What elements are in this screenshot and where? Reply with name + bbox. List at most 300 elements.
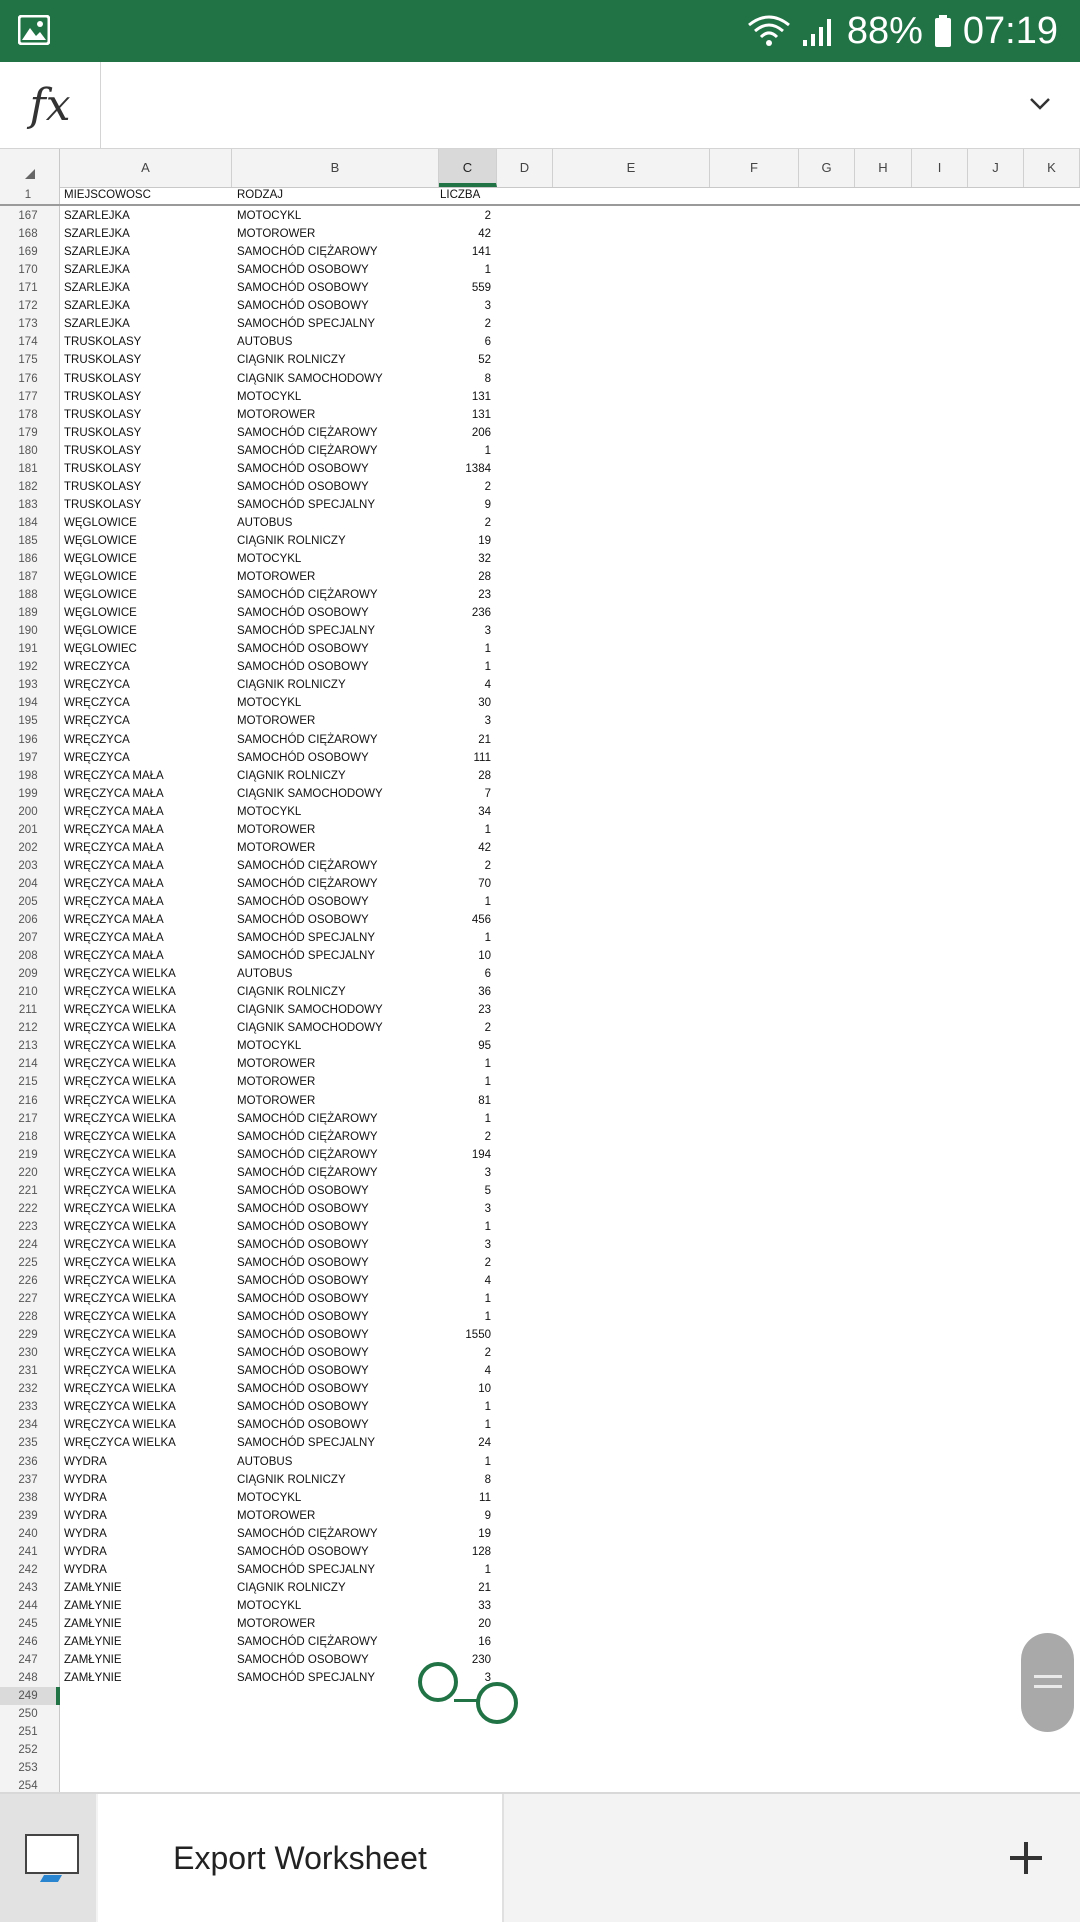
cell-a[interactable]: WRĘCZYCA WIELKA bbox=[64, 1022, 176, 1035]
cell-c[interactable]: 1 bbox=[484, 661, 491, 674]
row-number[interactable]: 182 bbox=[18, 480, 38, 493]
cell-a[interactable]: WRĘCZYCA WIELKA bbox=[64, 1040, 176, 1053]
row-number[interactable]: 251 bbox=[18, 1726, 38, 1739]
cell-a[interactable]: WRĘCZYCA WIELKA bbox=[64, 1004, 176, 1017]
cell-b[interactable]: SAMOCHÓD OSOBOWY bbox=[237, 1654, 369, 1666]
cell-a[interactable]: ZAMŁYNIE bbox=[64, 1672, 122, 1684]
cell-a[interactable]: WRĘCZYCA bbox=[64, 679, 130, 692]
cell-b[interactable]: SAMOCHÓD OSOBOWY bbox=[237, 643, 369, 656]
row-number[interactable]: 218 bbox=[18, 1130, 38, 1143]
cell-a[interactable]: WYDRA bbox=[64, 1455, 107, 1468]
selection-handle-start[interactable] bbox=[418, 1662, 458, 1702]
row-number[interactable]: 215 bbox=[18, 1076, 38, 1089]
cell-a[interactable]: WRĘCZYCA MAŁA bbox=[64, 914, 164, 926]
column-header-g[interactable]: G bbox=[799, 149, 855, 187]
cell-a[interactable]: SZARLEJKA bbox=[64, 228, 130, 241]
row-number[interactable]: 188 bbox=[18, 589, 38, 601]
cell-b[interactable]: SAMOCHÓD SPECJALNY bbox=[237, 932, 376, 944]
cell-b[interactable]: MOTOROWER bbox=[237, 571, 316, 583]
cell-c[interactable]: 456 bbox=[471, 914, 491, 926]
cell-a[interactable]: WRĘCZYCA MAŁA bbox=[64, 877, 164, 890]
formula-input[interactable] bbox=[110, 62, 990, 148]
row-number[interactable]: 223 bbox=[18, 1220, 38, 1233]
row-number[interactable]: 204 bbox=[18, 877, 38, 890]
column-header-b[interactable]: B bbox=[232, 149, 439, 187]
cell-b[interactable]: SAMOCHÓD OSOBOWY bbox=[237, 1347, 369, 1360]
column-header-h[interactable]: H bbox=[855, 149, 912, 187]
cell-c[interactable]: 19 bbox=[478, 1527, 491, 1540]
sheets-view-button[interactable] bbox=[0, 1794, 96, 1922]
cell-b[interactable]: SAMOCHÓD OSOBOWY bbox=[237, 462, 369, 475]
cell-b[interactable]: MOTOROWER bbox=[237, 1509, 316, 1522]
cell-c[interactable]: 230 bbox=[471, 1654, 491, 1666]
row-number[interactable]: 250 bbox=[18, 1708, 38, 1721]
cell-a[interactable]: WĘGLOWICE bbox=[64, 571, 137, 583]
row-number[interactable]: 208 bbox=[18, 950, 38, 963]
cell-a[interactable]: TRUSKOLASY bbox=[64, 408, 142, 421]
cell-c[interactable]: 11 bbox=[479, 1491, 491, 1504]
column-header-d[interactable]: D bbox=[497, 149, 553, 187]
cell-b[interactable]: SAMOCHÓD OSOBOWY bbox=[237, 751, 369, 764]
cell-a[interactable]: WRĘCZYCA WIELKA bbox=[64, 1220, 176, 1233]
row-number[interactable]: 205 bbox=[18, 895, 38, 908]
cell-b[interactable]: AUTOBUS bbox=[237, 968, 293, 981]
column-header-j[interactable]: J bbox=[968, 149, 1024, 187]
cell-c[interactable]: 2 bbox=[484, 318, 491, 331]
row-number[interactable]: 177 bbox=[18, 390, 38, 403]
cell-a[interactable]: WRĘCZYCA WIELKA bbox=[64, 1112, 176, 1125]
cell-a[interactable]: WRĘCZYCA MAŁA bbox=[64, 841, 164, 854]
cell-c[interactable]: 3 bbox=[484, 625, 491, 638]
cell-c[interactable]: 9 bbox=[484, 498, 491, 511]
cell-b[interactable]: SAMOCHÓD OSOBOWY bbox=[237, 1329, 369, 1342]
cell-c[interactable]: 6 bbox=[484, 336, 491, 349]
row-number[interactable]: 220 bbox=[18, 1166, 38, 1179]
row-number[interactable]: 194 bbox=[18, 697, 38, 710]
cell-b[interactable]: SAMOCHÓD OSOBOWY bbox=[237, 1202, 369, 1215]
row-number[interactable]: 173 bbox=[18, 318, 38, 331]
cell-b[interactable]: SAMOCHÓD CIĘŻAROWY bbox=[237, 1636, 378, 1648]
cell-b[interactable]: MOTOROWER bbox=[237, 823, 316, 836]
cell-b[interactable]: CIĄGNIK SAMOCHODOWY bbox=[237, 1004, 383, 1017]
cell-a[interactable]: WRĘCZYCA WIELKA bbox=[64, 1184, 176, 1197]
cell-a[interactable]: WRĘCZYCA bbox=[64, 697, 130, 710]
row-number[interactable]: 211 bbox=[18, 1004, 38, 1017]
cell-b[interactable]: SAMOCHÓD OSOBOWY bbox=[237, 895, 369, 908]
cell-c[interactable]: 141 bbox=[471, 246, 491, 259]
cell-c[interactable]: 1 bbox=[484, 264, 491, 277]
cell-b[interactable]: CIĄGNIK SAMOCHODOWY bbox=[237, 787, 383, 800]
cell-b[interactable]: MOTOROWER bbox=[237, 715, 316, 728]
cell-a[interactable]: WYDRA bbox=[64, 1491, 107, 1504]
cell-b[interactable]: MOTOCYKL bbox=[237, 210, 302, 222]
row-number[interactable]: 175 bbox=[18, 354, 38, 367]
column-header-a[interactable]: A bbox=[60, 149, 232, 187]
row-number[interactable]: 232 bbox=[18, 1383, 38, 1396]
cell-b[interactable]: SAMOCHÓD CIĘŻAROWY bbox=[237, 859, 378, 872]
cell-c[interactable]: 95 bbox=[478, 1040, 491, 1053]
cell-b[interactable]: CIĄGNIK ROLNICZY bbox=[237, 354, 346, 367]
cell-b[interactable]: SAMOCHÓD SPECJALNY bbox=[237, 1563, 376, 1576]
cell-b[interactable]: SAMOCHÓD OSOBOWY bbox=[237, 282, 369, 295]
cell-b[interactable]: SAMOCHÓD OSOBOWY bbox=[237, 1293, 369, 1305]
cell-c[interactable]: 1 bbox=[484, 1112, 491, 1125]
cell-b[interactable]: SAMOCHÓD OSOBOWY bbox=[237, 1383, 369, 1396]
cell-c[interactable]: 1 bbox=[484, 1076, 491, 1089]
cell-b[interactable]: SAMOCHÓD CIĘŻAROWY bbox=[237, 733, 378, 746]
row-number[interactable]: 214 bbox=[18, 1058, 38, 1071]
header-cell-b[interactable]: RODZAJ bbox=[237, 189, 283, 201]
cell-a[interactable]: SZARLEJKA bbox=[64, 300, 130, 313]
cell-c[interactable]: 36 bbox=[478, 986, 491, 999]
cell-c[interactable]: 2 bbox=[484, 480, 491, 493]
cell-b[interactable]: CIĄGNIK ROLNICZY bbox=[237, 534, 346, 547]
cell-a[interactable]: WRĘCZYCA WIELKA bbox=[64, 1401, 176, 1414]
row-number[interactable]: 249 bbox=[0, 1687, 56, 1705]
cell-c[interactable]: 42 bbox=[478, 841, 491, 854]
column-header-e[interactable]: E bbox=[553, 149, 710, 187]
cell-c[interactable]: 8 bbox=[484, 1473, 491, 1486]
cell-b[interactable]: MOTOCYKL bbox=[237, 553, 302, 565]
cell-c[interactable]: 8 bbox=[484, 372, 491, 385]
cell-b[interactable]: SAMOCHÓD SPECJALNY bbox=[237, 498, 376, 511]
cell-a[interactable]: WRĘCZYCA WIELKA bbox=[64, 1076, 176, 1089]
tab-export-worksheet[interactable]: Export Worksheet bbox=[98, 1794, 504, 1922]
row-number[interactable]: 209 bbox=[18, 968, 38, 981]
row-number[interactable]: 236 bbox=[18, 1455, 38, 1468]
cell-b[interactable]: MOTOCYKL bbox=[237, 390, 302, 403]
row-number[interactable]: 207 bbox=[18, 932, 38, 944]
scroll-thumb[interactable] bbox=[1021, 1633, 1074, 1732]
cell-a[interactable]: WĘGLOWICE bbox=[64, 589, 137, 601]
cell-c[interactable]: 3 bbox=[484, 300, 491, 313]
cell-a[interactable]: TRUSKOLASY bbox=[64, 354, 142, 367]
cell-a[interactable]: WRĘCZYCA WIELKA bbox=[64, 1130, 176, 1143]
cell-a[interactable]: ZAMŁYNIE bbox=[64, 1599, 122, 1612]
header-cell-a[interactable]: MIEJSCOWOSC bbox=[64, 189, 151, 201]
cell-c[interactable]: 3 bbox=[484, 1166, 491, 1179]
selection-handle-end[interactable] bbox=[476, 1682, 518, 1724]
cell-c[interactable]: 21 bbox=[478, 733, 491, 746]
cell-b[interactable]: SAMOCHÓD CIĘŻAROWY bbox=[237, 1112, 378, 1125]
cell-b[interactable]: SAMOCHÓD OSOBOWY bbox=[237, 607, 369, 620]
row-number[interactable]: 168 bbox=[18, 228, 38, 241]
cell-c[interactable]: 23 bbox=[478, 1004, 491, 1017]
cell-a[interactable]: WRĘCZYCA MAŁA bbox=[64, 769, 164, 782]
cell-a[interactable]: WRECZYCA bbox=[64, 661, 130, 674]
cell-c[interactable]: 33 bbox=[478, 1599, 491, 1612]
cell-a[interactable]: WRĘCZYCA bbox=[64, 733, 130, 746]
cell-b[interactable]: SAMOCHÓD OSOBOWY bbox=[237, 264, 369, 277]
header-cell-c[interactable]: LICZBA bbox=[440, 189, 481, 201]
cell-b[interactable]: CIĄGNIK ROLNICZY bbox=[237, 1473, 346, 1486]
column-header-k[interactable]: K bbox=[1024, 149, 1080, 187]
cell-a[interactable]: WYDRA bbox=[64, 1509, 107, 1522]
row-number[interactable]: 199 bbox=[18, 787, 38, 800]
row-number[interactable]: 229 bbox=[18, 1329, 38, 1342]
cell-a[interactable]: TRUSKOLASY bbox=[64, 498, 142, 511]
cell-b[interactable]: CIĄGNIK ROLNICZY bbox=[237, 679, 346, 692]
column-header-i[interactable]: I bbox=[912, 149, 968, 187]
cell-c[interactable]: 206 bbox=[471, 426, 491, 439]
row-number[interactable]: 198 bbox=[18, 769, 38, 782]
cell-b[interactable]: SAMOCHÓD OSOBOWY bbox=[237, 1545, 369, 1558]
cell-a[interactable]: WRĘCZYCA WIELKA bbox=[64, 1256, 176, 1269]
cell-a[interactable]: WRĘCZYCA MAŁA bbox=[64, 950, 164, 963]
cell-c[interactable]: 34 bbox=[478, 805, 491, 818]
cell-a[interactable]: WĘGLOWICE bbox=[64, 553, 137, 565]
cell-b[interactable]: SAMOCHÓD CIĘŻAROWY bbox=[237, 246, 378, 259]
cell-a[interactable]: TRUSKOLASY bbox=[64, 480, 142, 493]
cell-c[interactable]: 28 bbox=[478, 571, 491, 583]
cell-c[interactable]: 1 bbox=[484, 444, 491, 457]
cell-c[interactable]: 1 bbox=[484, 1058, 491, 1071]
cell-a[interactable]: SZARLEJKA bbox=[64, 282, 130, 295]
row-number[interactable]: 217 bbox=[18, 1112, 38, 1125]
cell-c[interactable]: 21 bbox=[478, 1581, 491, 1594]
row-number[interactable]: 238 bbox=[18, 1491, 38, 1504]
cell-c[interactable]: 111 bbox=[473, 751, 491, 764]
cell-c[interactable]: 1 bbox=[484, 643, 491, 656]
row-number[interactable]: 252 bbox=[18, 1744, 38, 1757]
row-number[interactable]: 222 bbox=[18, 1202, 38, 1215]
row-number[interactable]: 187 bbox=[18, 571, 38, 583]
cell-c[interactable]: 3 bbox=[484, 715, 491, 728]
row-number[interactable]: 254 bbox=[18, 1780, 38, 1793]
row-number[interactable]: 253 bbox=[18, 1762, 38, 1775]
cell-a[interactable]: WRĘCZYCA MAŁA bbox=[64, 932, 164, 944]
cell-a[interactable]: SZARLEJKA bbox=[64, 246, 130, 259]
cell-a[interactable]: WĘGLOWICE bbox=[64, 516, 137, 529]
row-number[interactable]: 185 bbox=[18, 534, 38, 547]
row-number[interactable]: 212 bbox=[18, 1022, 38, 1035]
column-header-c[interactable]: C bbox=[439, 149, 497, 187]
cell-c[interactable]: 1 bbox=[484, 1563, 491, 1576]
cell-a[interactable]: TRUSKOLASY bbox=[64, 390, 142, 403]
cell-c[interactable]: 2 bbox=[484, 1256, 491, 1269]
cell-c[interactable]: 16 bbox=[478, 1636, 491, 1648]
row-number[interactable]: 219 bbox=[18, 1148, 38, 1161]
cell-a[interactable]: WRĘCZYCA WIELKA bbox=[64, 1058, 176, 1071]
cell-b[interactable]: SAMOCHÓD OSOBOWY bbox=[237, 1238, 369, 1251]
cell-a[interactable]: WRĘCZYCA bbox=[64, 751, 130, 764]
cell-a[interactable]: WRĘCZYCA WIELKA bbox=[64, 1275, 176, 1287]
cell-a[interactable]: WRĘCZYCA MAŁA bbox=[64, 859, 164, 872]
row-number[interactable]: 193 bbox=[18, 679, 38, 692]
cell-c[interactable]: 32 bbox=[478, 553, 491, 565]
row-number[interactable]: 221 bbox=[18, 1184, 38, 1197]
cell-c[interactable]: 2 bbox=[484, 859, 491, 872]
row-number[interactable]: 239 bbox=[18, 1509, 38, 1522]
cell-c[interactable]: 1 bbox=[484, 895, 491, 908]
cell-b[interactable]: SAMOCHÓD OSOBOWY bbox=[237, 300, 369, 313]
cell-c[interactable]: 2 bbox=[484, 210, 491, 222]
cell-a[interactable]: WRĘCZYCA WIELKA bbox=[64, 986, 176, 999]
cell-a[interactable]: WRĘCZYCA WIELKA bbox=[64, 1293, 176, 1305]
cell-c[interactable]: 10 bbox=[478, 950, 491, 963]
cell-b[interactable]: MOTOROWER bbox=[237, 1094, 316, 1107]
cell-c[interactable]: 23 bbox=[478, 589, 491, 601]
row-number[interactable]: 206 bbox=[18, 914, 38, 926]
cell-a[interactable]: TRUSKOLASY bbox=[64, 336, 142, 349]
row-number[interactable]: 246 bbox=[18, 1636, 38, 1648]
cell-b[interactable]: SAMOCHÓD CIĘŻAROWY bbox=[237, 1130, 378, 1143]
cell-c[interactable]: 4 bbox=[484, 679, 491, 692]
cell-a[interactable]: SZARLEJKA bbox=[64, 318, 130, 331]
row-number[interactable]: 247 bbox=[18, 1654, 38, 1666]
cell-b[interactable]: SAMOCHÓD CIĘŻAROWY bbox=[237, 589, 378, 601]
cell-c[interactable]: 9 bbox=[484, 1509, 491, 1522]
cell-c[interactable]: 131 bbox=[471, 408, 491, 421]
row-number[interactable]: 186 bbox=[18, 553, 38, 565]
cell-a[interactable]: TRUSKOLASY bbox=[64, 426, 142, 439]
cell-a[interactable]: WYDRA bbox=[64, 1563, 107, 1576]
cell-a[interactable]: WRĘCZYCA WIELKA bbox=[64, 1148, 176, 1161]
cell-b[interactable]: MOTOROWER bbox=[237, 1076, 316, 1089]
cell-a[interactable]: WRĘCZYCA WIELKA bbox=[64, 1383, 176, 1396]
fx-icon[interactable]: fx bbox=[0, 62, 101, 148]
cell-c[interactable]: 194 bbox=[471, 1148, 491, 1161]
row-number[interactable]: 192 bbox=[18, 661, 38, 674]
cell-b[interactable]: MOTOCYKL bbox=[237, 805, 302, 818]
cell-c[interactable]: 2 bbox=[484, 516, 491, 529]
cell-c[interactable]: 3 bbox=[484, 1202, 491, 1215]
row-number[interactable]: 169 bbox=[18, 246, 38, 259]
cell-b[interactable]: CIĄGNIK SAMOCHODOWY bbox=[237, 1022, 383, 1035]
cell-a[interactable]: WRĘCZYCA WIELKA bbox=[64, 968, 176, 981]
cell-b[interactable]: AUTOBUS bbox=[237, 516, 293, 529]
cell-a[interactable]: WYDRA bbox=[64, 1473, 107, 1486]
cell-b[interactable]: AUTOBUS bbox=[237, 336, 293, 349]
cell-b[interactable]: SAMOCHÓD SPECJALNY bbox=[237, 1437, 376, 1450]
row-number[interactable]: 174 bbox=[18, 336, 38, 349]
row-number[interactable]: 237 bbox=[18, 1473, 38, 1486]
row-number[interactable]: 210 bbox=[18, 986, 38, 999]
row-number[interactable]: 242 bbox=[18, 1563, 38, 1576]
cell-c[interactable]: 1 bbox=[484, 1293, 491, 1305]
cell-a[interactable]: WRĘCZYCA WIELKA bbox=[64, 1365, 176, 1378]
cell-b[interactable]: SAMOCHÓD OSOBOWY bbox=[237, 1365, 369, 1378]
cell-b[interactable]: SAMOCHÓD CIĘŻAROWY bbox=[237, 1148, 378, 1161]
cell-a[interactable]: WĘGLOWICE bbox=[64, 625, 137, 638]
cell-b[interactable]: SAMOCHÓD OSOBOWY bbox=[237, 661, 369, 674]
row-number[interactable]: 241 bbox=[18, 1545, 38, 1558]
row-number[interactable]: 181 bbox=[18, 462, 38, 475]
row-number[interactable]: 202 bbox=[18, 841, 38, 854]
cell-b[interactable]: SAMOCHÓD OSOBOWY bbox=[237, 1311, 369, 1323]
cell-c[interactable]: 4 bbox=[484, 1365, 491, 1378]
cell-b[interactable]: MOTOROWER bbox=[237, 1058, 316, 1071]
cell-c[interactable]: 6 bbox=[484, 968, 491, 981]
cell-c[interactable]: 1 bbox=[484, 1311, 491, 1323]
row-number[interactable]: 231 bbox=[18, 1365, 38, 1378]
cell-c[interactable]: 1 bbox=[484, 1401, 491, 1414]
cell-c[interactable]: 5 bbox=[484, 1184, 491, 1197]
row-number[interactable]: 243 bbox=[18, 1581, 38, 1594]
cell-c[interactable]: 3 bbox=[484, 1672, 491, 1684]
cell-c[interactable]: 70 bbox=[478, 877, 491, 890]
cell-a[interactable]: ZAMŁYNIE bbox=[64, 1617, 122, 1630]
chevron-down-icon[interactable] bbox=[1028, 92, 1052, 116]
row-number[interactable]: 216 bbox=[18, 1094, 38, 1107]
row-number[interactable]: 184 bbox=[18, 516, 38, 529]
row-number[interactable]: 179 bbox=[18, 426, 38, 439]
row-number[interactable]: 183 bbox=[18, 498, 38, 511]
cell-c[interactable]: 2 bbox=[484, 1130, 491, 1143]
cell-b[interactable]: CIĄGNIK ROLNICZY bbox=[237, 769, 346, 782]
cell-b[interactable]: MOTOCYKL bbox=[237, 697, 302, 710]
cell-a[interactable]: WRĘCZYCA WIELKA bbox=[64, 1329, 176, 1342]
cell-a[interactable]: TRUSKOLASY bbox=[64, 462, 142, 475]
cell-a[interactable]: ZAMŁYNIE bbox=[64, 1581, 122, 1594]
cell-b[interactable]: MOTOROWER bbox=[237, 408, 316, 421]
row-number[interactable]: 233 bbox=[18, 1401, 38, 1414]
cell-b[interactable]: MOTOROWER bbox=[237, 1617, 316, 1630]
cell-c[interactable]: 4 bbox=[484, 1275, 491, 1287]
cell-c[interactable]: 52 bbox=[478, 354, 491, 367]
row-number[interactable]: 201 bbox=[18, 823, 38, 836]
cell-c[interactable]: 128 bbox=[471, 1545, 491, 1558]
row-number[interactable]: 203 bbox=[18, 859, 38, 872]
cell-a[interactable]: WRĘCZYCA WIELKA bbox=[64, 1419, 176, 1432]
cell-b[interactable]: MOTOROWER bbox=[237, 228, 316, 241]
row-number[interactable]: 245 bbox=[18, 1617, 38, 1630]
cell-c[interactable]: 1550 bbox=[465, 1329, 491, 1342]
row-number[interactable]: 240 bbox=[18, 1527, 38, 1540]
cell-a[interactable]: SZARLEJKA bbox=[64, 264, 130, 277]
cell-a[interactable]: WRĘCZYCA WIELKA bbox=[64, 1202, 176, 1215]
cell-a[interactable]: WRĘCZYCA MAŁA bbox=[64, 895, 164, 908]
cell-b[interactable]: SAMOCHÓD OSOBOWY bbox=[237, 1275, 369, 1287]
cell-a[interactable]: WRĘCZYCA WIELKA bbox=[64, 1347, 176, 1360]
cell-c[interactable]: 81 bbox=[478, 1094, 491, 1107]
add-sheet-icon[interactable] bbox=[1002, 1834, 1050, 1882]
row-number[interactable]: 196 bbox=[18, 733, 38, 746]
cell-b[interactable]: SAMOCHÓD OSOBOWY bbox=[237, 914, 369, 926]
cell-b[interactable]: SAMOCHÓD CIĘŻAROWY bbox=[237, 444, 378, 457]
cell-c[interactable]: 559 bbox=[471, 282, 491, 295]
cell-a[interactable]: TRUSKOLASY bbox=[64, 372, 142, 385]
cell-c[interactable]: 1 bbox=[484, 1220, 491, 1233]
cell-b[interactable]: MOTOCYKL bbox=[237, 1599, 302, 1612]
cell-b[interactable]: SAMOCHÓD SPECJALNY bbox=[237, 625, 376, 638]
cell-b[interactable]: CIĄGNIK ROLNICZY bbox=[237, 986, 346, 999]
cell-a[interactable]: WRĘCZYCA bbox=[64, 715, 130, 728]
cell-a[interactable]: SZARLEJKA bbox=[64, 210, 130, 222]
row-number[interactable]: 248 bbox=[18, 1672, 38, 1684]
cell-b[interactable]: SAMOCHÓD OSOBOWY bbox=[237, 1256, 369, 1269]
row-number[interactable]: 227 bbox=[18, 1293, 38, 1305]
cell-c[interactable]: 1 bbox=[484, 1455, 491, 1468]
cell-b[interactable]: SAMOCHÓD OSOBOWY bbox=[237, 1401, 369, 1414]
cell-c[interactable]: 30 bbox=[478, 697, 491, 710]
row-number[interactable]: 170 bbox=[18, 264, 38, 277]
row-number[interactable]: 213 bbox=[18, 1040, 38, 1053]
cell-b[interactable]: SAMOCHÓD OSOBOWY bbox=[237, 1220, 369, 1233]
row-number[interactable]: 197 bbox=[18, 751, 38, 764]
row-number[interactable]: 191 bbox=[18, 643, 38, 656]
cell-a[interactable]: WĘGLOWIEC bbox=[64, 643, 137, 656]
cell-c[interactable]: 1 bbox=[484, 932, 491, 944]
row-number[interactable]: 224 bbox=[18, 1238, 38, 1251]
row-number[interactable]: 195 bbox=[18, 715, 38, 728]
cell-b[interactable]: CIĄGNIK SAMOCHODOWY bbox=[237, 372, 383, 385]
cell-a[interactable]: WĘGLOWICE bbox=[64, 607, 137, 620]
row-number[interactable]: 235 bbox=[18, 1437, 38, 1450]
cell-b[interactable]: SAMOCHÓD SPECJALNY bbox=[237, 318, 376, 331]
cell-c[interactable]: 24 bbox=[478, 1437, 491, 1450]
cell-b[interactable]: CIĄGNIK ROLNICZY bbox=[237, 1581, 346, 1594]
